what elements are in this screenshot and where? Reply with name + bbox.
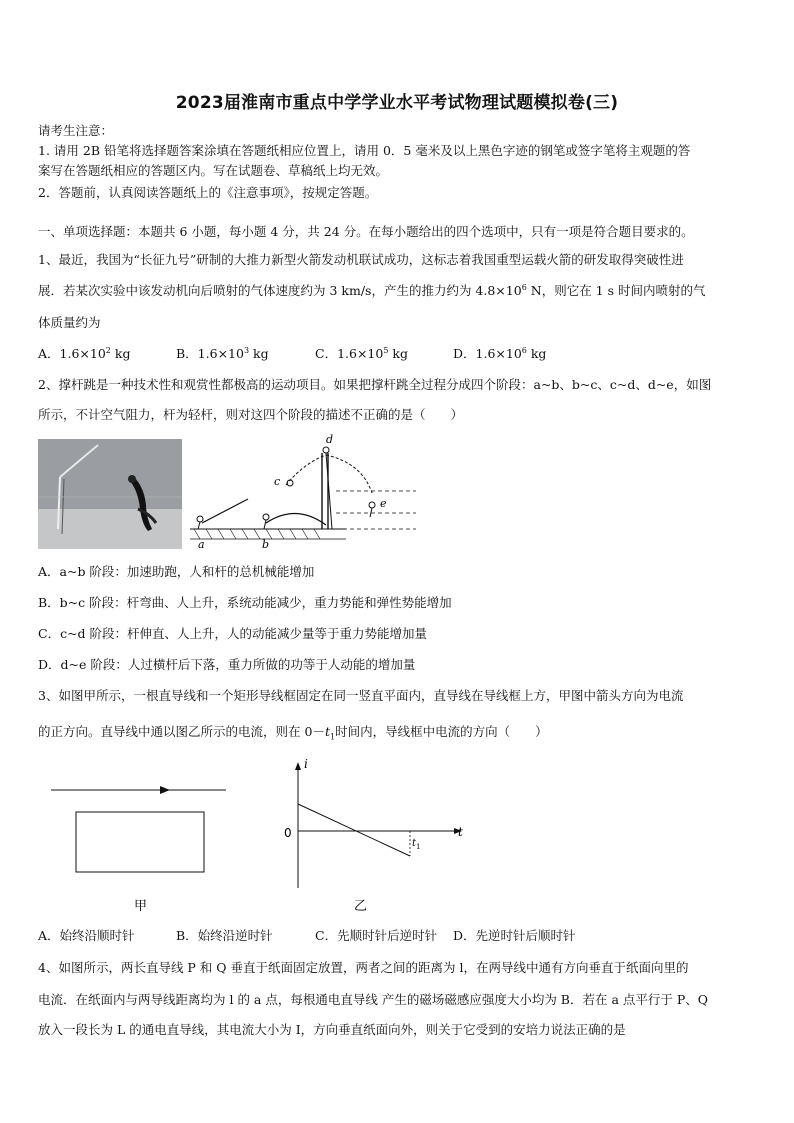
axis-t1-subscript: 1 — [416, 843, 421, 851]
q3-figures — [46, 758, 476, 918]
q3-option-c[interactable]: C．先顺时针后逆时针 — [315, 928, 438, 943]
q3-line-2: 的正方向。直导线中通以图乙所示的电流，则在 $0-t_1$时间内，导线框中电流的方向（ ） — [38, 724, 548, 742]
pole-vault-photo-illustration — [38, 439, 182, 549]
section-heading: 一、单项选择题：本题共 6 小题，每小题 4 分，共 24 分。在每小题给出的四个选项中，只有一项是符合题目要求的。 — [38, 224, 694, 239]
q1-option-b[interactable]: B．$1.6\times 10^3$ kg — [176, 345, 269, 361]
fig-label-c: c — [274, 475, 281, 488]
notice-heading: 请考生注意： — [38, 123, 114, 138]
notice-item-2: 2．答题前，认真阅读答题纸上的《注意事项》，按规定答题。 — [38, 185, 378, 200]
q4-line-1: 4、如图所示，两长直导线 P 和 Q 垂直于纸面固定放置，两者之间的距离为 l，在两导线中通有方向垂直于纸面向里的 — [38, 960, 689, 975]
notice-item-1-line-1: 1. 请用 2B 铅笔将选择题答案涂填在答题纸相应位置上，请用 0．5 毫米及以上黑色字迹的钢笔或签字笔将主观题的答 — [38, 143, 691, 158]
fig-label-e: e — [380, 497, 387, 510]
pole-vault-photo — [38, 439, 182, 549]
q2-line-1: 2、撑杆跳是一种技术性和观赏性都极高的运动项目。如果把撑杆跳全过程分成四个阶段：a~b、b~c、c~d、d~e，如图 — [38, 377, 712, 392]
fig-jia-label: 甲 — [134, 899, 148, 914]
q2-line-2: 所示，不计空气阻力，杆为轻杆，则对这四个阶段的描述不正确的是（ ） — [38, 407, 464, 422]
pole-vault-diagram — [186, 433, 416, 551]
q1-line-3: 体质量约为 — [38, 315, 101, 330]
axis-origin-label: 0 — [284, 826, 292, 840]
axis-t-label: t — [458, 825, 463, 839]
fig-label-b: b — [262, 538, 270, 551]
q2-option-c[interactable]: C．c~d 阶段：杆伸直、人上升，人的动能减少量等于重力势能增加量 — [38, 626, 428, 641]
axis-i-label: i — [304, 758, 308, 771]
q1-line-2: 展．若某次实验中该发动机向后喷射的气体速度约为 3 km/s，产生的推力约为 $4.8\times 10^6$ N，则它在 1 s 时间内喷射的气 — [38, 282, 706, 298]
q3-line-1: 3、如图甲所示，一根直导线和一个矩形导线框固定在同一竖直平面内，直导线在导线框上方，甲图中箭头方向为电流 — [38, 688, 684, 703]
current-direction-arrow-icon — [160, 786, 170, 794]
q4-line-2: 电流．在纸面内与两导线距离均为 l 的 a 点，每根通电直导线 产生的磁场磁感应强度大小均为 B．若在 a 点平行于 P、Q — [38, 992, 709, 1007]
q1-option-d[interactable]: D．$1.6\times 10^6$ kg — [453, 345, 547, 361]
notice-item-1-line-2: 案写在答题纸相应的答题区内。写在试题卷、草稿纸上均无效。 — [38, 163, 389, 178]
q1-option-c[interactable]: C．$1.6\times 10^5$ kg — [315, 345, 408, 361]
q1-line-1: 1、最近，我国为“长征九号”研制的大推力新型火箭发动机联试成功，这标志着我国重型运载火箭的研发取得突破性进 — [38, 252, 684, 267]
q3-option-b[interactable]: B．始终沿逆时针 — [176, 928, 273, 943]
page-title: 2023届淮南市重点中学学业水平考试物理试题模拟卷(三) — [175, 93, 619, 113]
q2-option-b[interactable]: B．b~c 阶段：杆弯曲、人上升，系统动能减少，重力势能和弹性势能增加 — [38, 595, 452, 610]
q2-option-a[interactable]: A．a~b 阶段：加速助跑，人和杆的总机械能增加 — [38, 564, 315, 579]
axis-t1-label: t — [412, 838, 417, 849]
fig-label-a: a — [198, 538, 205, 551]
q3-option-a[interactable]: A．始终沿顺时针 — [38, 928, 135, 943]
fig-label-d: d — [326, 433, 334, 446]
q3-option-d[interactable]: D．先逆时针后顺时针 — [453, 928, 576, 943]
fig-yi-label: 乙 — [354, 899, 368, 914]
q1-option-a[interactable]: A．$1.6\times 10^2$ kg — [38, 345, 131, 361]
q4-line-3: 放入一段长为 L 的通电直导线，其电流大小为 I，方向垂直纸面向外，则关于它受到的安培力说法正确的是 — [38, 1022, 626, 1037]
q2-option-d[interactable]: D．d~e 阶段：人过横杆后下落，重力所做的功等于人动能的增加量 — [38, 657, 416, 672]
